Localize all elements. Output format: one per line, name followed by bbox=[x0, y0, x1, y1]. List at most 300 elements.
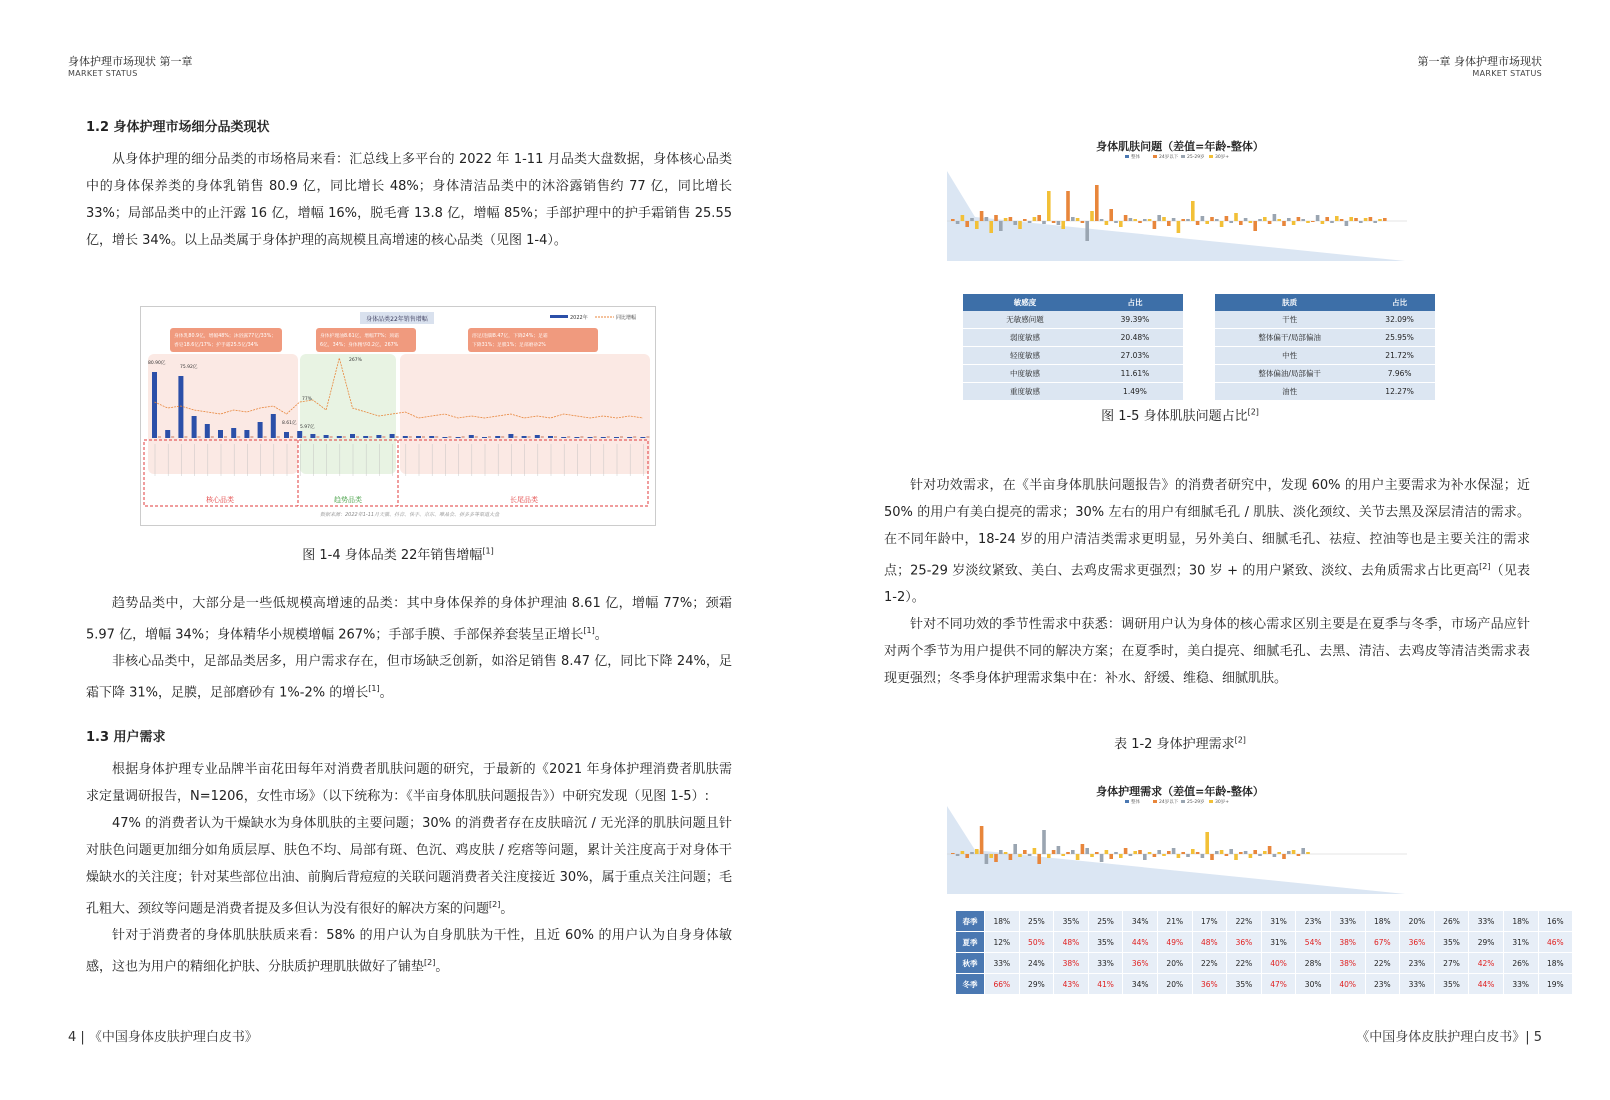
bar bbox=[482, 437, 487, 438]
table-cell: 22% bbox=[1365, 953, 1400, 974]
bar bbox=[970, 852, 974, 854]
bar bbox=[1349, 217, 1353, 221]
bar bbox=[1057, 846, 1061, 854]
table-cell: 38% bbox=[1054, 953, 1089, 974]
bar bbox=[1133, 219, 1137, 221]
table-cell: 23% bbox=[1400, 953, 1435, 974]
table-cell: 33% bbox=[985, 953, 1020, 974]
bar bbox=[1090, 211, 1094, 221]
bar bbox=[1249, 854, 1253, 858]
bar bbox=[1330, 221, 1334, 223]
bar bbox=[363, 436, 368, 438]
table-row bbox=[956, 974, 1573, 995]
bar-secondary bbox=[514, 436, 517, 438]
bar bbox=[1076, 218, 1080, 221]
legend-entry: 24岁以下 bbox=[1159, 155, 1179, 160]
bar bbox=[1071, 217, 1075, 221]
table-cell: 29% bbox=[1469, 932, 1504, 953]
table-row bbox=[963, 383, 1183, 401]
bar bbox=[1306, 221, 1310, 223]
bar-secondary bbox=[158, 436, 161, 438]
legend-swatch bbox=[1209, 155, 1213, 158]
bar bbox=[1071, 850, 1075, 854]
bar bbox=[1354, 218, 1358, 221]
legend-entry: 整体 bbox=[1131, 800, 1140, 805]
bar bbox=[1186, 854, 1190, 857]
bar bbox=[951, 219, 955, 221]
bar bbox=[1109, 209, 1113, 221]
legend-entry: 2022年 bbox=[570, 315, 588, 321]
table-cell: 21.72% bbox=[1364, 347, 1435, 365]
table-cell: 中度敏感 bbox=[963, 365, 1087, 383]
table-row bbox=[963, 329, 1183, 347]
table-cell: 18% bbox=[1538, 953, 1573, 974]
bar bbox=[1066, 191, 1070, 221]
bar bbox=[956, 221, 960, 224]
bar bbox=[961, 215, 965, 221]
bar bbox=[999, 850, 1003, 854]
group-label: 长尾品类 bbox=[510, 496, 538, 504]
legend-swatch bbox=[1153, 800, 1157, 803]
legend-entry: 整体 bbox=[1131, 155, 1140, 160]
bar bbox=[535, 435, 540, 438]
bar bbox=[1340, 219, 1344, 221]
bar bbox=[1201, 854, 1205, 858]
table-cell: 22% bbox=[1227, 911, 1262, 932]
table-cell: 43% bbox=[1054, 974, 1089, 995]
bar bbox=[989, 854, 993, 858]
bar bbox=[1205, 832, 1209, 854]
bar bbox=[574, 437, 579, 438]
bar-secondary bbox=[501, 436, 504, 438]
bar bbox=[244, 430, 249, 438]
table-cell: 12% bbox=[985, 932, 1020, 953]
left-section-13 bbox=[86, 728, 732, 981]
bar bbox=[1028, 854, 1032, 856]
bar bbox=[1057, 221, 1061, 225]
bar bbox=[231, 428, 236, 438]
bar bbox=[1311, 221, 1315, 222]
table-cell: 35% bbox=[1434, 974, 1469, 995]
bar bbox=[1153, 221, 1157, 229]
table-row bbox=[1215, 383, 1435, 401]
table-cell: 34% bbox=[1123, 974, 1158, 995]
table-cell: 33% bbox=[1503, 974, 1538, 995]
bar bbox=[1239, 852, 1243, 854]
bar bbox=[1292, 221, 1296, 225]
bar bbox=[1181, 219, 1185, 221]
season-label: 秋季 bbox=[956, 953, 985, 974]
bar bbox=[416, 436, 421, 438]
bar bbox=[1023, 219, 1027, 221]
table-cell: 无敏感问题 bbox=[963, 311, 1087, 329]
sensitivity-table bbox=[963, 294, 1183, 401]
bar-secondary bbox=[171, 436, 174, 438]
table-cell: 36% bbox=[1123, 953, 1158, 974]
bar bbox=[1253, 221, 1257, 231]
bar bbox=[1258, 219, 1262, 221]
legend-entry: 30岁+ bbox=[1215, 800, 1229, 805]
bar bbox=[1129, 854, 1133, 856]
page-header-left bbox=[68, 56, 193, 80]
bar bbox=[1369, 217, 1373, 221]
bar-secondary bbox=[250, 436, 253, 438]
table-cell: 16% bbox=[1538, 911, 1573, 932]
bar bbox=[1124, 215, 1128, 221]
callout-text: 身体乳80.9亿，增幅48%；沐浴露77亿/33%； bbox=[174, 334, 277, 339]
bar bbox=[1157, 850, 1161, 854]
bar bbox=[1076, 854, 1080, 860]
bar bbox=[403, 436, 408, 438]
legend-swatch bbox=[1209, 800, 1213, 803]
bar-secondary bbox=[448, 436, 451, 438]
bar bbox=[495, 436, 500, 438]
bar bbox=[1325, 217, 1329, 221]
callout-text: 香皂18.6亿/17%；护手霜25.5亿/34% bbox=[174, 343, 259, 348]
table-cell: 48% bbox=[1192, 932, 1227, 953]
table-cell: 46% bbox=[1538, 932, 1573, 953]
bar bbox=[1268, 221, 1272, 224]
bar-secondary bbox=[580, 436, 583, 438]
bar bbox=[1359, 221, 1363, 223]
bar bbox=[1148, 219, 1152, 221]
table-cell: 49% bbox=[1157, 932, 1192, 953]
table-cell: 22% bbox=[1227, 953, 1262, 974]
callout-text: 6亿，34%；身体精华0.2亿，267% bbox=[320, 343, 399, 348]
bar bbox=[1287, 851, 1291, 854]
bar bbox=[1191, 849, 1195, 854]
table-cell: 23% bbox=[1365, 974, 1400, 995]
table-cell: 7.96% bbox=[1364, 365, 1435, 383]
header-title: 第一章 身体护理市场现状 bbox=[1417, 55, 1542, 68]
table-cell: 20% bbox=[1400, 911, 1435, 932]
caption-text: 图 1-5 身体肌肤问题占比 bbox=[1101, 409, 1248, 424]
bar bbox=[1109, 854, 1113, 859]
col-header: 占比 bbox=[1364, 294, 1435, 311]
figure-1-4-caption bbox=[140, 544, 656, 563]
table-cell: 32.09% bbox=[1364, 311, 1435, 329]
bar bbox=[1033, 848, 1037, 854]
paragraph-text: 趋势品类中，大部分是一些低规模高增速的品类：其中身体保养的身体护理油 8.61 亿，增幅 77%；颈霜 5.97 亿，增幅 34%；身体精华小规模增幅 267%；手部手膜、手部保养套装呈正增长 bbox=[86, 596, 732, 643]
bar bbox=[1157, 215, 1161, 221]
bar bbox=[390, 434, 395, 438]
table-cell: 28% bbox=[1296, 953, 1331, 974]
bar bbox=[965, 854, 969, 858]
table-cell: 33% bbox=[1088, 953, 1123, 974]
bar bbox=[1234, 213, 1238, 221]
bar-secondary bbox=[488, 436, 491, 438]
table-cell: 42% bbox=[1469, 953, 1504, 974]
bar bbox=[1114, 852, 1118, 854]
bar bbox=[1105, 221, 1109, 225]
table-cell: 35% bbox=[1227, 974, 1262, 995]
table-row bbox=[1215, 347, 1435, 365]
bar bbox=[1124, 848, 1128, 854]
bar-secondary bbox=[303, 436, 306, 438]
bar-secondary bbox=[184, 436, 187, 438]
table-cell: 50% bbox=[1019, 932, 1054, 953]
bar-secondary bbox=[264, 436, 267, 438]
chart-source: 数据来源：2022年1-11月天猫、抖音、快手、京东、唯品会、拼多多等渠道大盘 bbox=[320, 512, 500, 518]
table-cell: 24% bbox=[1019, 953, 1054, 974]
bar bbox=[1282, 854, 1286, 859]
bar bbox=[1061, 854, 1065, 856]
bar bbox=[1013, 844, 1017, 854]
header-title: 身体护理市场现状 第一章 bbox=[68, 55, 193, 68]
bar bbox=[1033, 217, 1037, 221]
figure-1-5-caption bbox=[940, 405, 1420, 424]
table-row bbox=[1215, 365, 1435, 383]
bar-secondary bbox=[541, 436, 544, 438]
table-cell: 40% bbox=[1330, 974, 1365, 995]
bar bbox=[1081, 844, 1085, 854]
bar bbox=[1023, 850, 1027, 854]
bar bbox=[1220, 221, 1224, 227]
table-cell: 38% bbox=[1330, 932, 1365, 953]
bar bbox=[1277, 219, 1281, 221]
bar-label: 75.92亿 bbox=[180, 365, 198, 370]
bar bbox=[1196, 852, 1200, 854]
bar bbox=[1205, 221, 1209, 224]
table-cell: 36% bbox=[1227, 932, 1262, 953]
table-cell: 20% bbox=[1157, 953, 1192, 974]
bar bbox=[1100, 854, 1104, 862]
bar-secondary bbox=[237, 436, 240, 438]
citation: [1] bbox=[368, 684, 380, 694]
bar bbox=[1105, 850, 1109, 854]
bar bbox=[999, 221, 1003, 231]
bar bbox=[310, 434, 315, 438]
bar bbox=[152, 372, 157, 438]
bar-secondary bbox=[396, 436, 399, 438]
table-row bbox=[956, 953, 1573, 974]
figure-1-5-chart bbox=[935, 153, 1425, 273]
bar bbox=[205, 424, 210, 438]
bar-secondary bbox=[594, 436, 597, 438]
bar-secondary bbox=[567, 436, 570, 438]
legend-entry: 同比增幅 bbox=[616, 315, 637, 321]
bar bbox=[456, 437, 461, 438]
callout-text: 浴足/泡脚8.47亿，下降24%；足霜 bbox=[472, 334, 548, 339]
table-cell: 44% bbox=[1123, 932, 1158, 953]
bar bbox=[1047, 191, 1051, 221]
table-row bbox=[963, 365, 1183, 383]
paragraph-text: 针对于消费者的身体肌肤肤质来看：58% 的用户认为自身肌肤为干性，且近 60% 的用户认为自身身体敏感，这也为用户的精细化护肤、分肤质护理肌肤做好了铺垫 bbox=[86, 928, 732, 975]
table-cell: 66% bbox=[985, 974, 1020, 995]
bar bbox=[218, 430, 223, 438]
bar bbox=[1297, 854, 1301, 856]
citation: [1] bbox=[482, 546, 494, 556]
col-header: 占比 bbox=[1087, 294, 1183, 311]
bar bbox=[1009, 217, 1013, 221]
bar-label: 80.90亿 bbox=[148, 361, 166, 366]
bar bbox=[1162, 217, 1166, 221]
bar bbox=[970, 218, 974, 221]
bar bbox=[1306, 852, 1310, 854]
bar-label: 5.97亿 bbox=[300, 425, 315, 430]
table-cell: 27.03% bbox=[1087, 347, 1183, 365]
bar bbox=[1196, 221, 1200, 225]
table-row bbox=[963, 311, 1183, 329]
bar bbox=[1345, 221, 1349, 226]
bar bbox=[985, 854, 989, 864]
bar bbox=[1095, 185, 1099, 221]
table-cell: 27% bbox=[1434, 953, 1469, 974]
table-cell: 38% bbox=[1330, 953, 1365, 974]
bar bbox=[1177, 854, 1181, 858]
bar-secondary bbox=[528, 436, 531, 438]
table-cell: 12.27% bbox=[1364, 383, 1435, 401]
bar bbox=[1061, 221, 1065, 229]
bar bbox=[1133, 851, 1137, 854]
bar-secondary bbox=[316, 436, 319, 438]
bar bbox=[1215, 219, 1219, 221]
bar bbox=[1201, 216, 1205, 221]
bar-secondary bbox=[211, 436, 214, 438]
bar bbox=[980, 211, 984, 221]
table-cell: 22% bbox=[1192, 953, 1227, 974]
bar bbox=[640, 437, 645, 438]
figure-1-4-chart bbox=[140, 306, 656, 526]
bar bbox=[1119, 221, 1123, 227]
table-cell: 23% bbox=[1296, 911, 1331, 932]
bar bbox=[1378, 219, 1382, 221]
bar bbox=[1037, 854, 1041, 864]
section-heading-1-2: 1.2 身体护理市场细分品类现状 bbox=[86, 120, 270, 135]
bar bbox=[1225, 216, 1229, 221]
table-cell: 67% bbox=[1365, 932, 1400, 953]
bar bbox=[588, 437, 593, 438]
paragraph: 趋势品类中，大部分是一些低规模高增速的品类：其中身体保养的身体护理油 8.61 亿，增幅 77%；颈霜 5.97 亿，增幅 34%；身体精华小规模增幅 267%；手部手膜、手部保养套装呈正增长[1]。 bbox=[86, 596, 732, 643]
col-header: 肤质 bbox=[1215, 294, 1364, 311]
table-cell: 31% bbox=[1261, 911, 1296, 932]
page-footer-left: 4 | 《中国身体皮肤护理白皮书》 bbox=[68, 1030, 258, 1045]
bar bbox=[1162, 854, 1166, 856]
bar bbox=[1047, 854, 1051, 858]
bar bbox=[1177, 221, 1181, 233]
bar bbox=[1229, 221, 1233, 223]
paragraph: 根据身体护理专业品牌半亩花田每年对消费者肌肤问题的研究，于最新的《2021 年身体护理消费者肌肤需求定量调研报告，N=1206，女性市场》（以下统称为：《半亩身体肌肤问题报告》）中研究发现（见图 1-5）: bbox=[86, 762, 732, 804]
bar bbox=[1316, 215, 1320, 221]
table-cell: 33% bbox=[1400, 974, 1435, 995]
bar bbox=[429, 436, 434, 438]
bar bbox=[1321, 221, 1325, 224]
bar bbox=[1004, 852, 1008, 854]
bar bbox=[1244, 218, 1248, 221]
table-1-2-caption bbox=[940, 733, 1420, 752]
bar bbox=[1273, 214, 1277, 221]
bar bbox=[1244, 851, 1248, 854]
bar bbox=[989, 221, 993, 233]
bar-secondary bbox=[422, 436, 425, 438]
bar bbox=[985, 217, 989, 221]
table-cell: 25% bbox=[1088, 911, 1123, 932]
bar-secondary bbox=[633, 436, 636, 438]
col-header: 敏感度 bbox=[963, 294, 1087, 311]
bar bbox=[1100, 219, 1104, 221]
bar bbox=[284, 432, 289, 438]
bar bbox=[324, 435, 329, 438]
bar bbox=[1210, 217, 1214, 221]
paragraph-text: 非核心品类中，足部品类居多，用户需求存在，但市场缺乏创新，如浴足销售 8.47 亿，同比下降 24%，足霜下降 31%，足膜，足部磨砂有 1%-2% 的增长 bbox=[86, 654, 732, 701]
bar bbox=[1172, 848, 1176, 854]
bar-secondary bbox=[620, 436, 623, 438]
legend-entry: 25-29岁 bbox=[1187, 800, 1205, 805]
bar bbox=[1263, 217, 1267, 221]
bar bbox=[1114, 221, 1118, 223]
paragraph-text: （见表 1-2）。 bbox=[884, 563, 1530, 606]
bar bbox=[1143, 219, 1147, 221]
paragraph: 针对不同功效的季节性需求中获悉：调研用户认为身体的核心需求区别主要是在夏季与冬季，市场产品应针对两个季节为用户提供不同的解决方案；在夏季时，美白提亮、细腻毛孔、去黑、清洁、去鸡皮等清洁类需求表现更强烈；冬季身体护理需求集中在：补水、舒缓、维稳、细腻肌肤。 bbox=[884, 617, 1530, 687]
table-cell: 18% bbox=[1503, 911, 1538, 932]
bar bbox=[1220, 850, 1224, 854]
chart-legend bbox=[1125, 798, 1229, 805]
citation: [2] bbox=[489, 900, 501, 909]
bar bbox=[1138, 221, 1142, 223]
paragraph: 从身体护理的细分品类的市场格局来看：汇总线上多平台的 2022 年 1-11 月品类大盘数据，身体核心品类中的身体保养类的身体乳销售 80.9 亿，同比增长 48%；身体清洁品类中的沐浴露销售约 77 亿，同比增长 33%；局部品类中的止汗露 16 亿，增幅 16%，脱毛膏 13.8 亿，增幅 85%；手部护理中的护手霜销售 25.55 亿，增长 34%。以上品类属于身体护理的高规模且高增速的核心品类（见图 1-4）。 bbox=[86, 152, 732, 248]
bar bbox=[980, 826, 984, 854]
bar bbox=[994, 854, 998, 862]
figure-1-2-title: 身体护理需求（差值=年龄-整体） bbox=[1096, 785, 1264, 798]
table-cell: 18% bbox=[1365, 911, 1400, 932]
bar bbox=[1364, 218, 1368, 221]
paragraph-text: 47% 的消费者认为干燥缺水为身体肌肤的主要问题；30% 的消费者存在皮肤暗沉 / 无光泽的肌肤问题且针对肤色问题更加细分如角质层厚、肤色不均、局部有斑、色沉、鸡皮肤 / 疙瘩等问题，累计关注度高于对身体干燥缺水的关注度；针对某些部位出油、前胸后背痘痘的关联问题消费者关注度接近 30%，属于重点关注问题；毛孔粗大、颈纹等问题是消费者提及多但认为没有很好的解决方案的问题 bbox=[86, 816, 732, 917]
citation: [2] bbox=[1247, 407, 1259, 417]
bar-secondary bbox=[198, 436, 201, 438]
bar bbox=[1018, 854, 1022, 857]
table-cell: 20% bbox=[1157, 974, 1192, 995]
bar-label: 267% bbox=[349, 358, 362, 363]
bar bbox=[376, 435, 381, 438]
figure-1-5-title: 身体肌肤问题（差值=年龄-整体） bbox=[1096, 140, 1264, 153]
bar-secondary bbox=[462, 436, 465, 438]
paragraph-text: 针对功效需求，在《半亩身体肌肤问题报告》的消费者研究中，发现 60% 的用户主要需求为补水保湿；近 50% 的用户有美白提亮的需求；30% 左右的用户有细腻毛孔 / 肌肤、淡化颈纹、关节去黑及深层清洁的需求。在不同年龄中，18-24 岁的用户清洁类需求更明显，另外美白、细腻毛孔、祛痘、控油等也是主要关注的需求点；25-29 岁淡纹紧致、美白、去鸡皮需求更强烈；30 岁 + 的用户紧致、淡纹、去角质需求占比更高 bbox=[884, 478, 1530, 579]
bar-secondary bbox=[646, 436, 649, 438]
table-cell: 26% bbox=[1434, 911, 1469, 932]
chart-title: 身体品类22年销售增幅 bbox=[366, 316, 428, 323]
table-cell: 33% bbox=[1330, 911, 1365, 932]
bar-label: 8.61亿 bbox=[282, 421, 297, 426]
bar bbox=[1052, 221, 1056, 223]
left-section-12 bbox=[86, 118, 732, 254]
legend-entry: 30岁+ bbox=[1215, 155, 1229, 160]
table-row bbox=[1215, 311, 1435, 329]
table-cell: 干性 bbox=[1215, 311, 1364, 329]
bar bbox=[1138, 850, 1142, 854]
bar-secondary bbox=[356, 436, 359, 438]
table-cell: 重度敏感 bbox=[963, 383, 1087, 401]
bar bbox=[1234, 854, 1238, 860]
bar bbox=[1215, 851, 1219, 854]
bar bbox=[1225, 854, 1229, 856]
bar-secondary bbox=[277, 436, 280, 438]
bar bbox=[1301, 219, 1305, 221]
table-cell: 34% bbox=[1123, 911, 1158, 932]
table-cell: 油性 bbox=[1215, 383, 1364, 401]
bar bbox=[442, 437, 447, 438]
bar bbox=[1085, 848, 1089, 854]
bar bbox=[1042, 221, 1046, 224]
bar-secondary bbox=[330, 436, 333, 438]
legend-swatch bbox=[1125, 155, 1129, 158]
paragraph: 47% 的消费者认为干燥缺水为身体肌肤的主要问题；30% 的消费者存在皮肤暗沉 / 无光泽的肌肤问题且针对肤色问题更加细分如角质层厚、肤色不均、局部有斑、色沉、鸡皮肤 / 疙瘩等问题，累计关注度高于对身体干燥缺水的关注度；针对某些部位出油、前胸后背痘痘的关联问题消费者关注度接近 30%，属于重点关注问题；毛孔粗大、颈纹等问题是消费者提及多但认为没有很好的解决方案的问题[2]。 bbox=[86, 816, 732, 917]
bar bbox=[178, 376, 183, 438]
page-header-right bbox=[1418, 56, 1543, 80]
bar bbox=[975, 221, 979, 229]
bar bbox=[1148, 852, 1152, 854]
paragraph bbox=[884, 472, 1530, 611]
table-cell: 44% bbox=[1469, 974, 1504, 995]
